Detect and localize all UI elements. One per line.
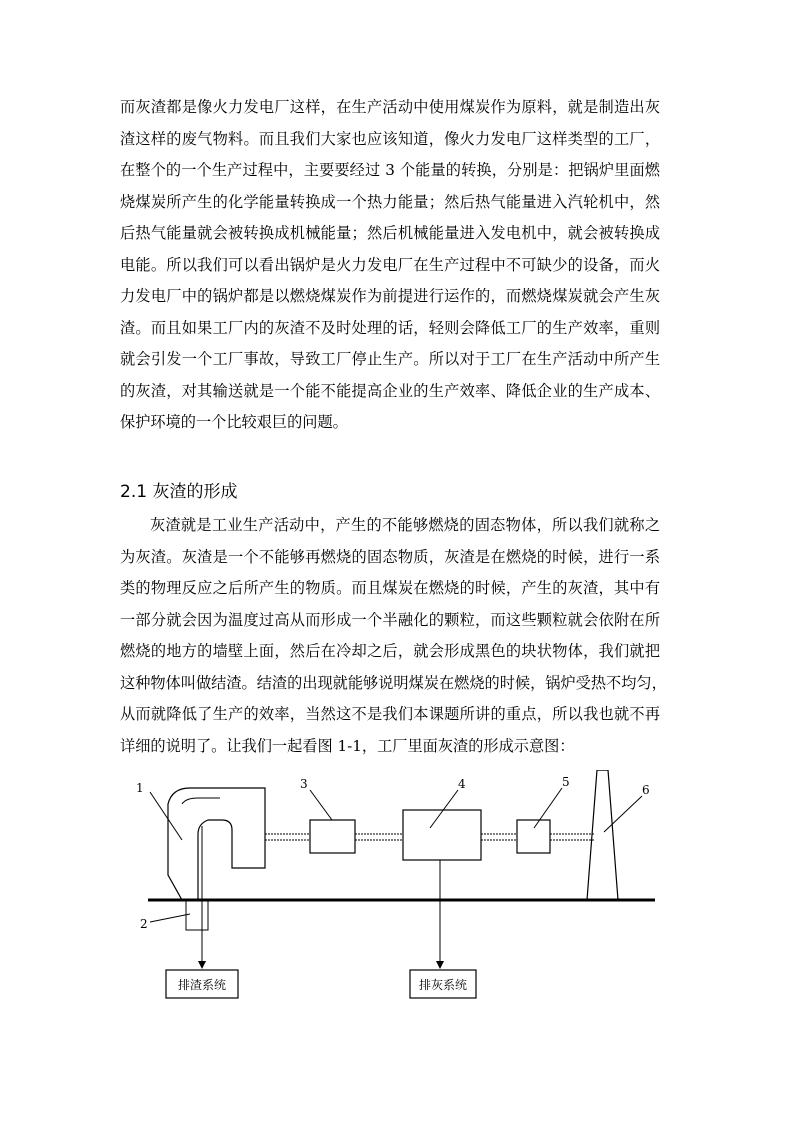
chimney: [587, 770, 618, 900]
text-line: 渣。而且如果工厂内的灰渣不及时处理的话，轻则会降低工厂的生产效率，重则: [120, 318, 660, 337]
text-line: 渣这样的废气物料。而且我们大家也应该知道，像火力发电厂这样类型的工厂，: [120, 129, 660, 148]
leader-2: [150, 914, 190, 922]
leader-3: [310, 790, 332, 820]
label-2: 2: [140, 917, 148, 931]
text-line: 类的物理反应之后所产生的物质。而且煤炭在燃烧的时候，产生的灰渣，其中有: [120, 579, 660, 597]
text-line: 电能。所以我们可以看出锅炉是火力发电厂在生产过程中不可缺少的设备，而火: [120, 255, 660, 274]
text-line: 烧煤炭所产生的化学能量转换成一个热力能量；然后热气能量进入汽轮机中，然: [120, 192, 660, 211]
text-line: 保护环境的一个比较艰巨的问题。: [120, 413, 348, 431]
text-line: 为灰渣。灰渣是一个不能够再燃烧的固态物质，灰渣是在燃烧的时候，进行一系: [120, 547, 660, 566]
text-line: 的灰渣，对其输送就是一个能不能提高企业的生产效率、降低企业的生产成本、: [120, 381, 660, 400]
section-heading: 2.1 灰渣的形成: [120, 482, 238, 502]
text-line: 就会引发一个工厂事故，导致工厂停止生产。所以对于工厂在生产活动中所产生: [120, 350, 660, 368]
unit-3-box: [310, 820, 355, 853]
text-line: 在整个的一个生产过程中，主要要经过 3 个能量的转换，分别是：把锅炉里面燃: [120, 161, 660, 179]
label-5: 5: [562, 775, 570, 789]
leader-6: [604, 796, 642, 832]
label-4: 4: [458, 777, 466, 791]
ash-formation-diagram: [120, 770, 665, 1010]
unit-5-box: [517, 820, 550, 853]
text-line: 从而就降低了生产的效率，当然这不是我们本课题所讲的重点，所以我也就不再: [120, 705, 660, 723]
label-1: 1: [136, 781, 144, 795]
text-line: 燃烧的地方的墙壁上面，然后在冷却之后，就会形成黑色的块状物体，我们就把: [120, 642, 660, 660]
paragraph-2: [120, 510, 667, 762]
text-line: 后热气能量就会被转换成机械能量；然后机械能量进入发电机中，就会被转换成: [120, 224, 660, 242]
text-line: 力发电厂中的锅炉都是以燃烧煤炭作为前提进行运作的，而燃烧煤炭就会产生灰: [120, 287, 660, 305]
label-3: 3: [300, 777, 308, 791]
slag-hopper: [186, 900, 208, 930]
slag-system-label: 排渣系统: [177, 978, 227, 992]
text-line: 这种物体叫做结渣。结渣的出现就能够说明煤炭在燃烧的时候，锅炉受热不均匀，: [120, 673, 667, 692]
label-6: 6: [642, 783, 650, 797]
paragraph-1: [120, 92, 660, 439]
unit-4-box: [403, 810, 481, 860]
boiler-shape: [168, 788, 265, 900]
ash-system-label: 排灰系统: [418, 978, 468, 992]
text-line: 详细的说明了。让我们一起看图 1-1，工厂里面灰渣的形成示意图：: [120, 736, 575, 755]
boiler-inner-wall: [182, 798, 220, 804]
text-line: 而灰渣都是像火力发电厂这样，在生产活动中使用煤炭作为原料，就是制造出灰: [120, 98, 660, 116]
leader-1: [150, 792, 182, 840]
text-line: 灰渣就是工业生产活动中，产生的不能够燃烧的固态物体，所以我们就称之: [150, 516, 660, 534]
text-line: 一部分就会因为温度过高从而形成一个半融化的颗粒，而这些颗粒就会依附在所: [120, 610, 660, 629]
